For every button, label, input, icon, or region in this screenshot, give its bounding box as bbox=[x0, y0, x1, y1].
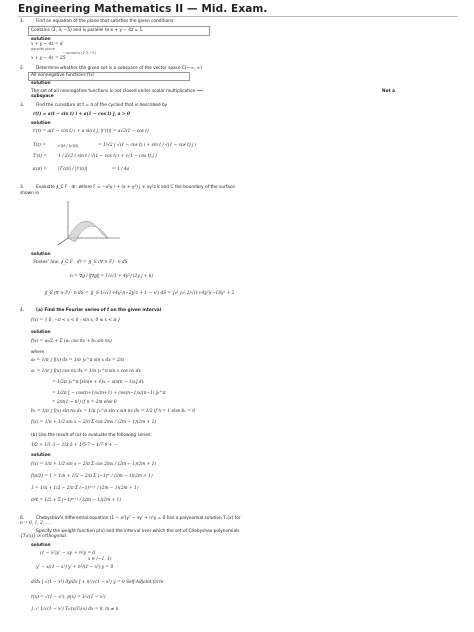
q3-line4-frac: |T′(π)| / |r′(π)| bbox=[58, 167, 88, 172]
q5-number: 4. bbox=[20, 308, 25, 313]
q4-prompt: Evaluate ∮_C F · dr, where F = −x²y i + (x + y²) j + xy²z k and C the boundary of the surface bbox=[36, 185, 235, 190]
q2-prompt: Determine whether the given set is a subspace of the vector space C(−∞, ∞) bbox=[36, 66, 202, 71]
q3-line4-lhs: κ(π) = bbox=[33, 167, 47, 172]
q2-answer-bold: Not a bbox=[382, 89, 395, 94]
q6-solution-label: solution bbox=[31, 543, 51, 548]
q3-line2-rhs: = 1/√2 ( √(1 − cos t) i + sin t / √(1 − cos t) j ) bbox=[98, 143, 197, 148]
q6-step4: r(x) = √(1 − x²), p(x) = 1/√(1 − x²) bbox=[31, 595, 106, 600]
q2-answer: The set of all nonnegative functions is not closed under scalar multiplication ⟹ bbox=[31, 89, 203, 94]
page-title: Engineering Mathematics II — Mid. Exam. bbox=[18, 3, 268, 15]
q6-prompt-3: Specify the weight function p(x) and the interval over which the set of Chebyshev polynomials bbox=[36, 529, 240, 534]
q1-note2: ∵ contains (2,3,−5) bbox=[62, 51, 96, 55]
q4-prompt-cont: shown in bbox=[20, 191, 40, 196]
q1-solution-label: solution bbox=[31, 37, 51, 42]
q6-prompt-2: n = 0, 1, 2, . . . bbox=[20, 521, 53, 526]
q5-b-line3: 1 = 1/π + 1/2 − 2/π Σ (−1)ᵐ⁺¹ / (2m − 1)(2m + 1) bbox=[31, 486, 139, 491]
q5-where: where bbox=[31, 350, 45, 355]
q5-part-b: (b) Use the result of (a) to evaluate the following series: bbox=[31, 433, 152, 438]
q5-b-line1: f(x) = 1/π + 1/2 sin x − 2/π Σ cos 2mx / (2m − 1)(2m + 1) bbox=[31, 462, 156, 467]
q4-number: 3. bbox=[20, 185, 25, 190]
q5-final: f(x) = 1/π + 1/2 sin x − 2/π Σ cos 2mx / (2m − 1)(2m + 1) bbox=[31, 420, 156, 425]
q2-condition: All nonnegative functions f(x) bbox=[31, 73, 95, 78]
q6-step1: (1 − x²)y″ − xy′ + n²y = 0 bbox=[40, 551, 96, 556]
surface-figure-parabolic-surface bbox=[68, 221, 108, 242]
q1-condition: Contains (2, 3, −5) and is parallel to x + y − 4z = 1 bbox=[31, 28, 143, 33]
q1-eq2: x + y − 4z = 25 bbox=[31, 56, 66, 61]
q3-solution-label: solution bbox=[31, 121, 51, 126]
q3-equation: r(t) = a(t − sin t) i + a(1 − cos t) j, a > 0 bbox=[33, 112, 130, 117]
q5-solution-label: solution bbox=[31, 330, 51, 335]
q6-step2: y″ − x/(1 − x²) y′ + n²/(1 − x²) y = 0 bbox=[36, 565, 114, 570]
q1-note1: parallel plane bbox=[31, 47, 55, 51]
title-divider bbox=[18, 16, 458, 17]
q3-line2-frac: r′(t) / |r′(t)| bbox=[58, 143, 79, 148]
q6-prompt: Chebyshev’s differential equation (1 − x²)y″ − xy′ + n²y = 0 has a polynomial solution Tₙ(x) for bbox=[36, 516, 241, 521]
q6-step1-domain: x ∈ (−1, 1) bbox=[88, 557, 112, 562]
surface-figure bbox=[50, 198, 130, 248]
q5-an-line4: = 2/π(1 − n²) if n = 2m else 0 bbox=[52, 400, 117, 405]
q3-prompt: Find the curvature at t = π of the cycloid that is described by bbox=[36, 103, 168, 108]
q6-step5: ∫₋₁¹ 1/√(1 − x²) Tₘ(x)Tₙ(x) dx = 0, m ≠ n bbox=[31, 607, 119, 612]
q5-series: f(x) = a₀/2 + Σ (aₙ cos nx + bₙ sin nx) bbox=[31, 339, 112, 344]
q6-step3: d/dx [ √(1 − x²) dy/dx ] + n²/√(1 − x²) y = 0 Self-Adjoint form bbox=[31, 580, 164, 585]
q2-solution-label: solution bbox=[31, 81, 51, 86]
q2-number: 2. bbox=[20, 66, 25, 71]
q6-prompt-4: {Tₙ(x)} is orthogonal. bbox=[20, 534, 68, 539]
q2-answer-bold2: subspace bbox=[31, 94, 54, 99]
q3-line3-lhs: T′(t) = bbox=[33, 154, 47, 159]
q1-eq1: x + y − 4z = d bbox=[31, 42, 63, 47]
q4-stokes: Stokes’ law: ∮_C F · dr = ∬_S (∇ × F) · n dS bbox=[33, 260, 128, 265]
q3-number: 3. bbox=[20, 103, 25, 108]
q5-prompt: (a) Find the Fourier series of f on the given interval bbox=[36, 308, 162, 313]
q5-b-line2: f(π/2) = 1 = 1/π + 1/2 − 2/π Σ (−1)ᵐ / (2m − 1)(2m + 1) bbox=[31, 474, 153, 479]
q3-line3-rhs: 1 / 2√2 ( sin t / √(1 − cos t) i + √(1 − cos t) j ) bbox=[58, 154, 157, 159]
q4-normal: n = ∇g / ‖∇g‖ = 1/√(1 + 4y²) (2y j + k) bbox=[70, 274, 154, 279]
q3-line2-lhs: T(t) = bbox=[33, 143, 46, 148]
q5-an-line3: = 1/2π [ − cos(n+1)x/(n+1) + cos(n−1)x/(n−1) ]₀^π bbox=[52, 391, 166, 396]
q6-number: 6. bbox=[20, 516, 25, 521]
q5-an-line2: = 1/2π ∫₀^π [sin(n + 1)x − sin(n − 1)x] dx bbox=[52, 380, 144, 385]
q3-line1: r′(t) = a(1 − cos t) i + a sin t j, |r′(t)| = a√2(1 − cos t) bbox=[33, 129, 149, 134]
q1-number: 1. bbox=[20, 19, 25, 24]
q3-line4-rhs: = 1 / 4a bbox=[112, 167, 130, 172]
q4-solution-label: solution bbox=[31, 252, 51, 257]
q1-prompt: Find an equation of the plane that satisfies the given conditions: bbox=[36, 19, 175, 24]
q4-result: ∬_S (∇ × F) · n dS = ∬_S 1/√(1+4y²)(−2y²z + 1 − x²) dS = ∫₀² ∫₀² 1/√(1+4y²)(−18y² + 2 bbox=[44, 291, 235, 296]
q5-series-b: 1/2 + 1/1·3 − 1/3·5 + 1/5·7 − 1/7·9 + ··· bbox=[31, 443, 118, 448]
q5-f-def: f(x) = { 0, −π < x < 0 ; sin x, 0 ≤ x < π } bbox=[31, 318, 121, 323]
q5-b-line4: π/4 = 1/2 + Σ (−1)ᵐ⁺¹ / (2m − 1)(2m + 1) bbox=[31, 498, 121, 503]
q5-an-line1: aₙ = 1/π ∫ f(x) cos nx dx = 1/π ∫₀^π sin x cos nx dx bbox=[31, 369, 141, 374]
q5-a0: a₀ = 1/π ∫ f(x) dx = 1/π ∫₀^π sin x dx = 2/π bbox=[31, 358, 124, 363]
q5-bn: bₙ = 1/π ∫ f(x) sin nx dx = 1/π ∫₀^π sin x sin nx dx = 1/2 if n = 1 else bₙ = 0 bbox=[31, 409, 196, 414]
q5-b-solution-label: solution bbox=[31, 453, 51, 458]
